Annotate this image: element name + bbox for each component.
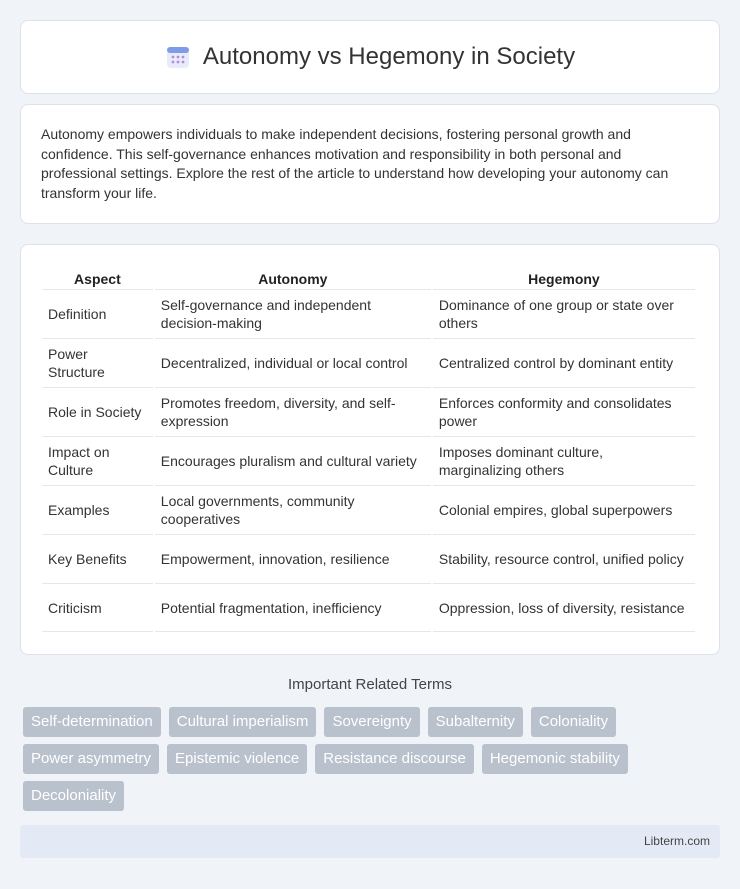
table-cell: Encourages pluralism and cultural variety bbox=[155, 436, 431, 485]
table-row bbox=[42, 583, 695, 632]
table-cell: Decentralized, individual or local control bbox=[155, 338, 431, 387]
table-cell: Stability, resource control, unified policy bbox=[433, 534, 695, 583]
table-cell: Role in Society bbox=[42, 387, 153, 436]
page-title: Autonomy vs Hegemony in Society bbox=[202, 43, 576, 70]
tag-epistemic-violence[interactable]: Epistemic violence bbox=[167, 744, 307, 774]
tag-self-determination[interactable]: Self-determination bbox=[23, 707, 161, 737]
tag-cultural-imperialism[interactable]: Cultural imperialism bbox=[169, 707, 317, 737]
intro-text: Autonomy empowers individuals to make independent decisions, fostering personal growth and confidence. This self-governance enhances motivation and responsibility in both personal and professional settings. Explore the rest of the article to understand how developing your autonomy can transform your life. bbox=[41, 126, 669, 201]
comparison-table-card bbox=[20, 244, 720, 655]
tag-coloniality[interactable]: Coloniality bbox=[531, 707, 616, 737]
column-header: Aspect bbox=[74, 271, 121, 287]
related-terms-list bbox=[23, 707, 723, 811]
tag-hegemonic-stability[interactable]: Hegemonic stability bbox=[482, 744, 628, 774]
table-cell: Local governments, community cooperatives bbox=[155, 485, 431, 534]
table-cell: Dominance of one group or state over others bbox=[433, 289, 695, 338]
table-cell: Definition bbox=[42, 289, 153, 338]
table-header-row bbox=[42, 265, 695, 289]
header-card bbox=[20, 20, 720, 94]
tag-power-asymmetry[interactable]: Power asymmetry bbox=[23, 744, 159, 774]
table-cell: Oppression, loss of diversity, resistance bbox=[433, 583, 695, 632]
column-header: Autonomy bbox=[258, 271, 328, 287]
table-cell: Power Structure bbox=[42, 338, 153, 387]
table-cell: Key Benefits bbox=[42, 534, 153, 583]
tag-sovereignty[interactable]: Sovereignty bbox=[324, 707, 419, 737]
table-cell: Self-governance and independent decision-making bbox=[155, 289, 431, 338]
related-terms-heading: Important Related Terms bbox=[288, 676, 452, 693]
table-cell: Promotes freedom, diversity, and self-expression bbox=[155, 387, 431, 436]
tag-subalternity[interactable]: Subalternity bbox=[428, 707, 523, 737]
table-row bbox=[42, 436, 695, 485]
column-header: Hegemony bbox=[528, 271, 600, 287]
table-cell: Colonial empires, global superpowers bbox=[433, 485, 695, 534]
tag-resistance-discourse[interactable]: Resistance discourse bbox=[315, 744, 474, 774]
table-row bbox=[42, 534, 695, 583]
table-cell: Criticism bbox=[42, 583, 153, 632]
comparison-table bbox=[40, 265, 697, 632]
table-cell: Potential fragmentation, inefficiency bbox=[155, 583, 431, 632]
footer bbox=[20, 825, 720, 858]
calendar-icon bbox=[165, 44, 191, 70]
table-row bbox=[42, 485, 695, 534]
tag-decoloniality[interactable]: Decoloniality bbox=[23, 781, 124, 811]
intro-card bbox=[20, 104, 720, 224]
table-row bbox=[42, 338, 695, 387]
footer-site-link[interactable]: Libterm.com bbox=[643, 834, 710, 848]
table-cell: Empowerment, innovation, resilience bbox=[155, 534, 431, 583]
table-cell: Examples bbox=[42, 485, 153, 534]
table-row bbox=[42, 387, 695, 436]
table-cell: Enforces conformity and consolidates power bbox=[433, 387, 695, 436]
table-cell: Centralized control by dominant entity bbox=[433, 338, 695, 387]
table-cell: Imposes dominant culture, marginalizing others bbox=[433, 436, 695, 485]
table-cell: Impact on Culture bbox=[42, 436, 153, 485]
table-row bbox=[42, 289, 695, 338]
